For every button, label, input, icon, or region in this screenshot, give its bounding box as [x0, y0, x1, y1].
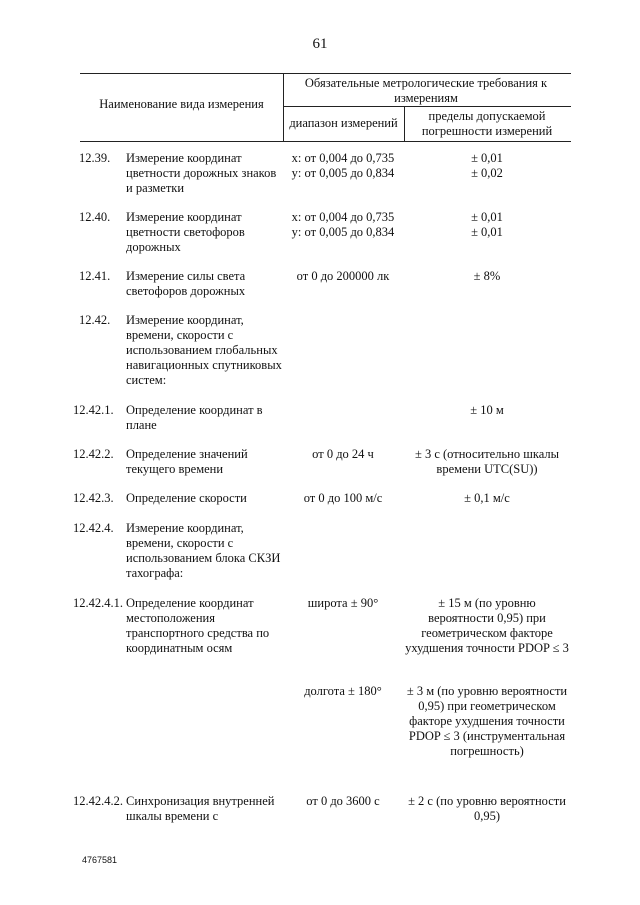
row-number: 12.42.4.2. [73, 794, 123, 808]
row-range: x: от 0,004 до 0,735 y: от 0,005 до 0,834 [291, 210, 395, 239]
row-name: Измерение координат, времени, скорости с использованием блока СКЗИ тахографа: [126, 521, 281, 580]
row-range: от 0 до 200000 лк [296, 269, 390, 283]
row-number: 12.41. [79, 269, 111, 283]
row-range: широта ± 90° [307, 596, 379, 610]
row-name: Синхронизация внутренней шкалы времени с [126, 794, 275, 823]
row-name: Определение координат в плане [126, 403, 263, 432]
row-range: от 0 до 24 ч [312, 447, 374, 461]
row-number: 12.42.4. [73, 521, 114, 535]
row-name: Измерение координат цветности дорожных знаков и разметки [126, 151, 277, 195]
row-error: ± 15 м (по уровню вероятности 0,95) при геометрическом факторе ухудшения точности PDOP ≤ 3 [405, 596, 569, 655]
row-number: 12.42.2. [73, 447, 114, 461]
row-error: ± 2 с (по уровню вероятности 0,95) [408, 794, 566, 823]
row-range: долгота ± 180° [304, 684, 382, 698]
header-name-col: Наименование вида измерения [99, 97, 264, 111]
row-range: от 0 до 3600 с [306, 794, 380, 808]
row-name: Измерение силы света светофоров дорожных [126, 269, 246, 298]
row-name: Определение координат местоположения транспортного средства по координатным осям [126, 596, 270, 655]
row-number: 12.40. [79, 210, 111, 224]
row-name: Измерение координат, времени, скорости с использованием глобальных навигационных спутниковых систем: [126, 313, 282, 387]
row-error: ± 10 м [470, 403, 504, 417]
header-bottom-rule [80, 141, 571, 142]
row-error: ± 8% [473, 269, 501, 283]
row-error: ± 0,1 м/с [464, 491, 510, 505]
header-error-col: пределы допускаемой погрешности измерений [421, 109, 553, 138]
row-number: 12.39. [79, 151, 111, 165]
row-number: 12.42.3. [73, 491, 114, 505]
row-name: Определение значений текущего времени [126, 447, 248, 476]
row-name: Измерение координат цветности светофоров дорожных [126, 210, 245, 254]
row-range: x: от 0,004 до 0,735 y: от 0,005 до 0,834 [291, 151, 395, 180]
header-top-rule [80, 73, 571, 74]
row-range: от 0 до 100 м/с [303, 491, 383, 505]
header-divider-right [404, 106, 405, 141]
header-mid-rule [283, 106, 571, 107]
row-error: ± 0,01 ± 0,02 [471, 151, 503, 180]
header-range-col: диапазон измерений [289, 116, 398, 130]
row-number: 12.42.1. [73, 403, 114, 417]
row-error: ± 0,01 ± 0,01 [471, 210, 503, 239]
row-number: 12.42. [79, 313, 111, 327]
row-error: ± 3 с (относительно шкалы времени UTC(SU)) [414, 447, 560, 476]
page-number: 61 [312, 36, 328, 52]
document-code: 4767581 [82, 855, 118, 865]
header-requirements: Обязательные метрологические требования к измерениям [304, 76, 548, 105]
row-error: ± 3 м (по уровню вероятности 0,95) при геометрическом факторе ухудшения точности PDOP ≤ 3 (инструментальная погрешность) [406, 684, 568, 758]
row-number: 12.42.4.1. [73, 596, 123, 610]
row-name: Определение скорости [126, 491, 247, 505]
